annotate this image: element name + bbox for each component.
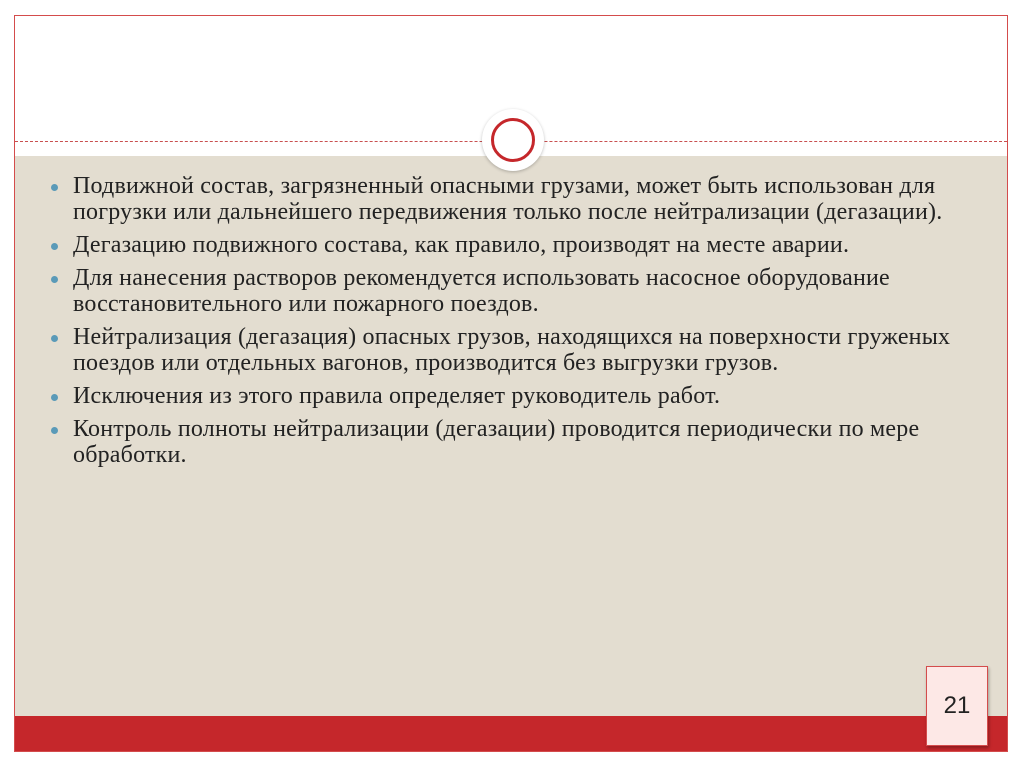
bullet-item xyxy=(46,416,976,468)
bullet-text: Нейтрализация (дегазация) опасных грузов, находящихся на поверхности груженых поездов или отдельных вагонов, производится без выгрузки грузов. xyxy=(73,324,951,376)
bullet-text: Дегазацию подвижного состава, как правило, производят на месте аварии. xyxy=(73,232,850,258)
page-number: 21 xyxy=(943,692,971,719)
bullet-text: Подвижной состав, загрязненный опасными грузами, может быть использован для погрузки или дальнейшего передвижения только после нейтрализации (дегазации). xyxy=(73,173,943,225)
bullet-dot-icon xyxy=(51,394,58,401)
bullet-item xyxy=(46,232,976,258)
bullet-text: Для нанесения растворов рекомендуется использовать насосное оборудование восстановительного или пожарного поездов. xyxy=(73,265,890,317)
bullet-dot-icon xyxy=(51,184,58,191)
bullet-text: Контроль полноты нейтрализации (дегазации) проводится периодически по мере обработки. xyxy=(73,416,920,468)
bullet-dot-icon xyxy=(51,276,58,283)
bullet-dot-icon xyxy=(51,427,58,434)
bullet-list xyxy=(46,173,976,475)
footer-bar xyxy=(15,716,1007,752)
bullet-dot-icon xyxy=(51,243,58,250)
bullet-item xyxy=(46,265,976,317)
decorative-ring-inner-icon xyxy=(491,118,535,162)
bullet-text: Исключения из этого правила определяет руководитель работ. xyxy=(73,383,721,409)
bullet-item xyxy=(46,324,976,376)
bullet-item xyxy=(46,383,976,409)
bullet-item xyxy=(46,173,976,225)
bullet-dot-icon xyxy=(51,335,58,342)
page-number-badge xyxy=(926,666,988,746)
